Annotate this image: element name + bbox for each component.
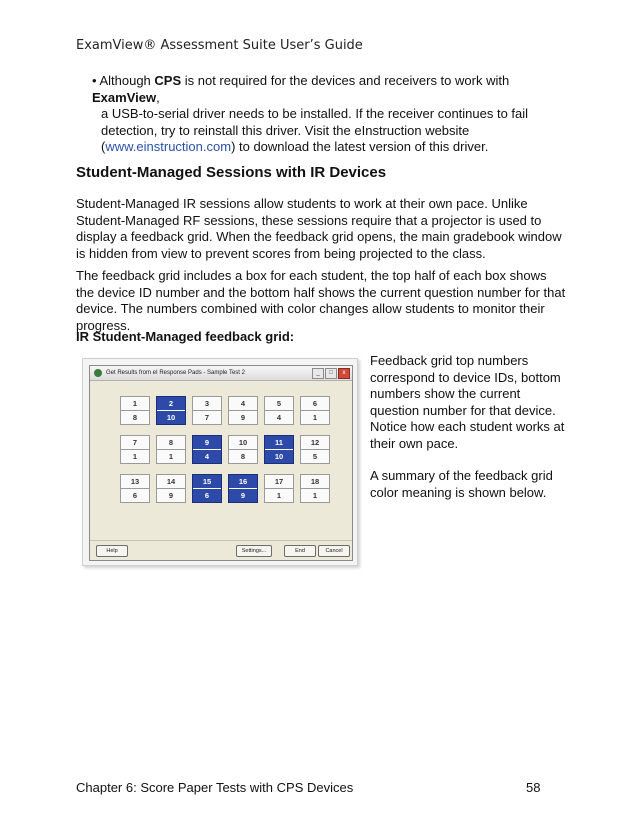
question-number: 8 (132, 413, 138, 422)
driver-note-bullet: • Although CPS is not required for the devices and receivers to work with ExamView, a USB-to-serial driver needs to be installed. If the receiver continues to fail detection, try to reinstall this driver. Visit the eInstruction website (www.einstruction.com) to download the latest version of this driver. (92, 73, 529, 154)
device-id: 4 (229, 397, 257, 411)
device-id: 13 (121, 475, 149, 489)
student-cell-9 (192, 435, 222, 464)
device-id: 9 (193, 436, 221, 450)
student-cell-17 (264, 474, 294, 503)
student-cell-13 (120, 474, 150, 503)
question-number: 10 (166, 413, 176, 422)
device-id: 5 (265, 397, 293, 411)
running-header: ExamView® Assessment Suite User’s Guide (76, 38, 363, 53)
question-number: 1 (312, 413, 318, 422)
dialog-title: Get Results from eI Response Pads - Sample Test 2 (106, 370, 245, 376)
student-cell-7 (120, 435, 150, 464)
minimize-button[interactable]: _ (312, 368, 324, 379)
device-id: 8 (157, 436, 185, 450)
device-id: 7 (121, 436, 149, 450)
student-cell-15 (192, 474, 222, 503)
student-cell-11 (264, 435, 294, 464)
question-number: 1 (168, 452, 174, 461)
student-cell-8 (156, 435, 186, 464)
question-number: 1 (276, 491, 282, 500)
page-number: 58 (526, 780, 541, 795)
close-button[interactable]: x (338, 368, 350, 379)
question-number: 6 (132, 491, 138, 500)
question-number: 7 (204, 413, 210, 422)
question-number: 1 (312, 491, 318, 500)
student-cell-18 (300, 474, 330, 503)
question-number: 4 (276, 413, 282, 422)
app-icon (94, 369, 102, 377)
device-id: 10 (229, 436, 257, 450)
response-pads-dialog (89, 365, 353, 561)
student-cell-1 (120, 396, 150, 425)
grid-description-paragraph: The feedback grid includes a box for each student, the top half of each box shows the device ID number and the bottom half shows the current question number for that device. The numbers combined with color changes allow students to monitor their progress. (76, 268, 566, 333)
device-id: 3 (193, 397, 221, 411)
student-cell-10 (228, 435, 258, 464)
question-number: 5 (312, 452, 318, 461)
section-title: Student-Managed Sessions with IR Devices (76, 164, 387, 181)
einstruction-link[interactable]: www.einstruction.com (105, 139, 232, 154)
dialog-titlebar (90, 366, 352, 381)
device-id: 11 (265, 436, 293, 450)
feedback-grid-screenshot (82, 358, 358, 566)
maximize-button[interactable]: □ (325, 368, 337, 379)
figure-caption: IR Student-Managed feedback grid: (76, 329, 295, 344)
question-number: 1 (132, 452, 138, 461)
device-id: 6 (301, 397, 329, 411)
student-cell-5 (264, 396, 294, 425)
device-id: 2 (157, 397, 185, 411)
question-number: 9 (168, 491, 174, 500)
student-cell-6 (300, 396, 330, 425)
device-id: 15 (193, 475, 221, 489)
question-number: 9 (240, 491, 246, 500)
intro-paragraph: Student-Managed IR sessions allow students to work at their own pace. Unlike Student-Managed RF sessions, these sessions require that a projector is used to display a feedback grid. When the feedback grid opens, the main gradebook window is hidden from view to prevent scores from being projected to the class. (76, 196, 562, 261)
student-cell-12 (300, 435, 330, 464)
question-number: 8 (240, 452, 246, 461)
device-id: 12 (301, 436, 329, 450)
device-id: 18 (301, 475, 329, 489)
student-cell-16 (228, 474, 258, 503)
settings-button[interactable]: Settings... (236, 545, 272, 557)
device-id: 14 (157, 475, 185, 489)
device-id: 17 (265, 475, 293, 489)
end-button[interactable]: End (284, 545, 316, 557)
side-note (370, 353, 570, 517)
side-note-ids: Feedback grid top numbers correspond to device IDs, bottom numbers show the current question number for that device. Notice how each student works at their own pace. (370, 353, 565, 451)
question-number: 6 (204, 491, 210, 500)
footer-chapter: Chapter 6: Score Paper Tests with CPS Devices (76, 780, 354, 795)
device-id: 16 (229, 475, 257, 489)
question-number: 9 (240, 413, 246, 422)
student-cell-4 (228, 396, 258, 425)
student-cell-14 (156, 474, 186, 503)
dialog-button-row (90, 540, 352, 555)
bullet-mark: • (92, 73, 97, 88)
device-id: 1 (121, 397, 149, 411)
help-button[interactable]: Help (96, 545, 128, 557)
student-cell-3 (192, 396, 222, 425)
question-number: 4 (204, 452, 210, 461)
cancel-button[interactable]: Cancel (318, 545, 350, 557)
side-note-summary: A summary of the feedback grid color meaning is shown below. (370, 468, 553, 500)
question-number: 10 (274, 452, 284, 461)
student-cell-2 (156, 396, 186, 425)
